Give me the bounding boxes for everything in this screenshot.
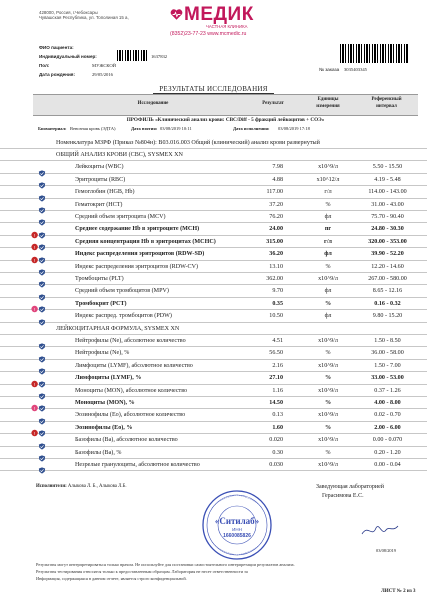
test-name: Гемоглобин (HGB, Hb) — [75, 189, 135, 196]
test-name: Тромбокрит (PCT) — [75, 300, 127, 307]
head-name: Герасимова Е.С. — [322, 493, 364, 499]
test-name: Эозинофилы (Eo), % — [75, 424, 133, 431]
table-row — [0, 187, 427, 199]
material-label: Биоматериал: — [38, 126, 67, 131]
page-number: ЛИСТ № 2 из 3 — [381, 589, 416, 594]
patient-barcode — [117, 50, 147, 61]
taken-value: 03/08/2019 10:11 — [160, 126, 192, 131]
test-reference: 1.50 - 7.00 — [374, 362, 401, 369]
performers-label: Исполнители: — [36, 484, 67, 489]
svg-text:!: ! — [33, 306, 36, 312]
th-units-2: измерения — [316, 104, 340, 109]
test-result: 10.50 — [269, 313, 283, 320]
test-result: 0.30 — [272, 449, 283, 456]
order-value: 3035403345 — [344, 67, 367, 72]
svg-text:!: ! — [33, 232, 36, 238]
print-timestamp: 03/08/2019 — [376, 548, 397, 553]
test-name: Средний объем эритроцита (MCV) — [75, 213, 166, 220]
table-row — [0, 360, 427, 372]
material-value: Венозная кровь (ЭДТА) — [70, 126, 116, 131]
test-name: Гематокрит (HCT) — [75, 201, 123, 208]
test-result: 1.16 — [272, 387, 283, 394]
test-unit: x10^9/л — [318, 275, 338, 282]
svg-text:!: ! — [33, 381, 36, 387]
test-result: 4.88 — [272, 176, 283, 183]
test-reference: 267.00 - 580.00 — [368, 275, 407, 282]
test-reference: 39.90 - 52.20 — [371, 251, 404, 258]
table-header — [33, 94, 418, 116]
test-result: 76.20 — [269, 213, 283, 220]
test-result: 4.51 — [272, 337, 283, 344]
signature — [360, 520, 400, 540]
test-unit: % — [325, 263, 331, 270]
dob-value: 29/05/2016 — [92, 72, 113, 77]
test-name: Индекс распределения эритроцитов (RDW-CV) — [75, 263, 199, 270]
stamp-name: «Ситилаб» — [214, 516, 260, 526]
stamp-sub: ИНН — [232, 527, 242, 532]
table-row — [0, 273, 427, 285]
test-reference: 4.00 - 8.00 — [374, 399, 401, 406]
th-result: Результат — [262, 101, 284, 106]
table-row — [0, 162, 427, 174]
test-result: 315.00 — [266, 238, 283, 245]
done-label: Дата исполнения: — [233, 126, 270, 131]
test-reference: 114.00 - 143.00 — [368, 189, 407, 196]
test-name: Средний объем тромбоцитов (MPV) — [75, 288, 169, 295]
test-unit: г/л — [324, 238, 332, 245]
test-reference: 4.19 - 5.48 — [374, 176, 401, 183]
test-result: 0.030 — [269, 461, 283, 468]
th-ref-2: интервал — [376, 104, 397, 109]
test-result: 56.50 — [269, 350, 283, 357]
table-row — [0, 323, 427, 335]
test-reference: 5.50 - 15.50 — [372, 164, 403, 171]
test-result: 0.020 — [269, 437, 283, 444]
logo-name: МЕДИК — [184, 4, 254, 25]
test-name: Лейкоциты (WBC) — [75, 164, 124, 171]
test-unit: x10^9/л — [318, 362, 338, 369]
test-reference: 12.20 - 14.60 — [371, 263, 404, 270]
table-row — [0, 298, 427, 310]
clinic-logo — [170, 4, 262, 40]
test-result: 27.10 — [269, 375, 283, 382]
test-result: 0.13 — [272, 412, 283, 419]
sex-label: Пол: — [39, 63, 50, 68]
test-reference: 9.80 - 15.20 — [372, 313, 403, 320]
test-reference: 0.02 - 0.70 — [374, 412, 401, 419]
footer-line: Результаты тестирования относятся только к предоставленным образцам. Лаборатория не несет ответственности за — [36, 569, 248, 575]
th-units-1: Единицы — [317, 97, 339, 102]
sex-value: МУЖСКОЙ — [92, 63, 116, 68]
test-unit: % — [325, 449, 331, 456]
table-row — [0, 459, 427, 471]
test-unit: x10^9/л — [318, 437, 338, 444]
test-reference: 0.37 - 1.26 — [374, 387, 401, 394]
test-name: Номенклатура МЗРФ (Приказ №804н): В03.016.003 Общий (клинический) анализ крови развернутый — [56, 139, 320, 146]
table-row — [0, 174, 427, 186]
test-name: Нейтрофилы (Ne), % — [75, 350, 130, 357]
test-reference: 2.00 - 6.00 — [374, 424, 401, 431]
test-unit: % — [324, 375, 332, 382]
th-ref-1: Референсный — [371, 97, 402, 102]
done-value: 03/08/2019 17:18 — [278, 126, 310, 131]
test-unit: % — [324, 399, 332, 406]
test-name: Базофилы (Ba), абсолютное количество — [75, 437, 178, 444]
test-unit: % — [325, 201, 331, 208]
status-icon — [38, 461, 46, 479]
svg-text:!: ! — [33, 406, 36, 412]
test-name: Индекс распределения эритроцитов (RDW-SD) — [75, 251, 205, 258]
table-row — [0, 137, 427, 149]
logo-contacts: (8352)23-77-23 www.mcmedic.ru — [170, 31, 247, 37]
id-label: Индивидуальный номер: — [39, 54, 97, 59]
test-reference: 8.65 - 12.16 — [372, 288, 403, 295]
test-name: Нейтрофилы (Ne), абсолютное количество — [75, 337, 186, 344]
logo-tagline: ЧАСТНАЯ КЛИНИКА — [206, 24, 248, 29]
footer-line: Результаты могут интерпретироваться только врачом. Не используйте для постановки самостоятельного интерпретации результатов анализа. — [36, 562, 295, 567]
test-name: Незрелые гранулоциты, абсолютное количество — [75, 461, 200, 468]
address-line: Чувашская Республика, ул. Тополиная 15 а, — [39, 15, 129, 21]
test-unit: г/л — [324, 189, 332, 196]
test-result: 117.00 — [266, 189, 283, 196]
test-name: Средняя концентрация Hb в эритроцитах (MCHC) — [75, 238, 216, 245]
test-unit: x10^9/л — [318, 164, 338, 171]
test-name: Моноциты (MON), абсолютное количество — [75, 387, 188, 394]
table-row — [0, 286, 427, 298]
test-unit: % — [325, 350, 331, 357]
clinic-address — [39, 10, 149, 21]
test-reference: 0.00 - 0.070 — [372, 437, 403, 444]
table-row — [0, 261, 427, 273]
fio-label: ФИО пациента: — [39, 45, 74, 50]
test-unit: x10^12/л — [316, 176, 340, 183]
performers-value: Алыкова Л. Б., Алыкова Л.Б. — [67, 484, 127, 489]
test-unit: пг — [324, 226, 332, 233]
shield-icon — [38, 467, 46, 474]
test-unit: фл — [324, 288, 332, 295]
taken-label: Дата взятия: — [131, 126, 158, 131]
test-result: 36.20 — [269, 251, 283, 258]
footer-notes — [36, 561, 376, 583]
test-unit: % — [324, 300, 332, 307]
order-barcode — [340, 44, 408, 63]
svg-text:!: ! — [33, 430, 36, 436]
test-result: 2.16 — [272, 362, 283, 369]
test-unit: x10^9/л — [318, 387, 338, 394]
test-result: 14.50 — [269, 399, 283, 406]
table-row — [0, 410, 427, 422]
table-row — [0, 435, 427, 447]
test-result: 362.00 — [266, 275, 283, 282]
table-row — [0, 397, 427, 412]
test-reference: 0.00 - 0.04 — [374, 461, 401, 468]
order-label: № заказа — [319, 67, 340, 72]
table-row — [0, 385, 427, 397]
test-reference: 0.20 - 1.20 — [374, 449, 401, 456]
address-line: 428000, Россия, г.Чебоксары — [39, 10, 98, 15]
test-name: Лимфоциты (LYMF), % — [75, 375, 142, 382]
table-row — [0, 447, 427, 459]
test-unit: x10^9/л — [318, 337, 338, 344]
test-unit: x10^9/л — [318, 461, 338, 468]
table-row — [0, 311, 427, 323]
test-result: 24.00 — [269, 226, 283, 233]
test-result: 13.10 — [269, 263, 283, 270]
test-name: Тромбоциты (PLT) — [75, 275, 124, 282]
test-reference: 24.80 - 30.30 — [371, 226, 404, 233]
table-row — [0, 373, 427, 385]
th-study: Исследование — [137, 101, 169, 106]
test-reference: 0.16 - 0.32 — [374, 300, 401, 307]
test-reference: 320.00 - 353.00 — [368, 238, 407, 245]
test-result: 9.70 — [272, 288, 283, 295]
test-unit: фл — [324, 213, 332, 220]
test-reference: 75.70 - 90.40 — [371, 213, 404, 220]
performers — [36, 484, 127, 489]
test-unit: фл — [324, 313, 332, 320]
test-reference: 31.00 - 43.00 — [371, 201, 404, 208]
test-unit: x10^9/л — [318, 412, 338, 419]
table-row — [0, 236, 427, 248]
test-result: 7.98 — [272, 164, 283, 171]
test-name: Эозинофилы (Eo), абсолютное количество — [75, 412, 186, 419]
svg-text:!: ! — [33, 257, 36, 263]
table-row — [0, 199, 427, 211]
table-row — [0, 211, 427, 223]
heart-logo-icon — [170, 8, 183, 21]
lab-stamp — [200, 488, 274, 562]
svg-text:!: ! — [33, 244, 36, 250]
test-name: Индекс распред. тромбоцитов (PDW) — [75, 313, 172, 320]
test-result: 1.60 — [272, 424, 283, 431]
footer-line: Информация, содержащаяся в данном отчете, является строго конфиденциальной. — [36, 576, 187, 582]
test-reference: 33.00 - 53.00 — [371, 375, 404, 382]
head-of-lab — [316, 483, 384, 501]
test-name: Эритроциты (RBC) — [75, 176, 126, 183]
test-unit: фл — [324, 251, 332, 258]
test-name: Среднее содержание Hb в эритроците (MCH) — [75, 226, 200, 233]
stamp-number: 1660085826 — [223, 533, 251, 539]
table-row — [0, 348, 427, 360]
test-reference: 1.50 - 8.50 — [374, 337, 401, 344]
test-unit: % — [324, 424, 332, 431]
table-row — [0, 224, 427, 236]
test-name: ЛЕЙКОЦИТАРНАЯ ФОРМУЛА, SYSMEX XN — [56, 325, 180, 332]
test-result: 0.35 — [272, 300, 283, 307]
head-title: Заведующая лабораторией — [316, 484, 384, 490]
test-name: Моноциты (MON), % — [75, 399, 135, 406]
dob-label: Дата рождения: — [39, 72, 75, 77]
test-name: Базофилы (Ba), % — [75, 449, 122, 456]
test-name: Лимфоциты (LYMF), абсолютное количество — [75, 362, 193, 369]
table-row — [0, 249, 427, 261]
table-row — [0, 422, 427, 434]
table-row — [0, 149, 427, 161]
test-reference: 36.00 - 58.00 — [371, 350, 404, 357]
id-value: 1637832 — [151, 54, 168, 59]
test-name: ОБЩИЙ АНАЛИЗ КРОВИ (CBC), SYSMEX XN — [56, 151, 183, 158]
table-row — [0, 335, 427, 347]
profile-title: ПРОФИЛЬ «Клинический анализ крови: CBC/Diff - 5 фракций лейкоцитов + СОЭ» — [126, 117, 325, 123]
test-result: 37.20 — [269, 201, 283, 208]
results-title: РЕЗУЛЬТАТЫ ИССЛЕДОВАНИЯ — [0, 85, 427, 93]
